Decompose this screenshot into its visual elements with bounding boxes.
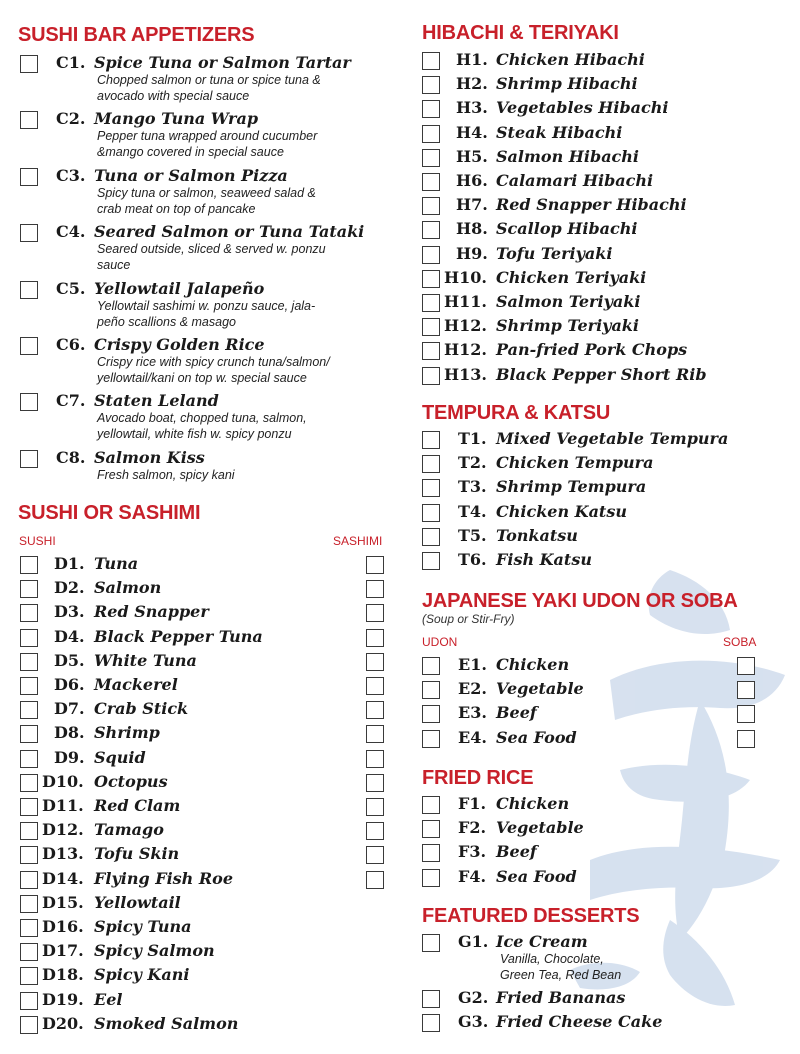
item-name: Vegetables Hibachi [496,98,669,118]
item-name: Steak Hibachi [496,122,623,142]
item-code: F1. [458,794,487,813]
item-code: T4. [458,501,487,521]
dessert-checkbox[interactable] [422,1014,440,1032]
sushi-checkbox[interactable] [20,919,38,937]
item-name: Spicy Kani [94,965,190,985]
item-code: C8. [56,447,86,467]
item-name: Spicy Tuna [94,917,192,936]
item-code: H7. [456,195,488,215]
sushi-checkbox[interactable] [20,967,38,985]
item-description: Vanilla, Chocolate, [500,952,604,966]
item-description: Spicy tuna or salmon, seaweed salad & [97,185,316,200]
item-code: H2. [456,74,488,94]
item-name: Smoked Salmon [94,1013,239,1033]
tempura-checkbox[interactable] [422,504,440,522]
hibachi-checkbox[interactable] [422,294,440,312]
hibachi-checkbox[interactable] [422,270,440,288]
sushi-checkbox[interactable] [20,774,38,792]
item-name: Mango Tuna Wrap [94,109,259,129]
item-name: Vegetable [496,679,584,699]
item-name: Mackerel [94,675,178,694]
item-code: G1. [458,932,489,951]
tempura-checkbox[interactable] [422,431,440,449]
sushi-checkbox[interactable] [20,1016,38,1034]
item-code: C4. [56,222,86,242]
udon-column-label: UDON [422,635,458,649]
tempura-checkbox[interactable] [422,552,440,570]
hibachi-checkbox[interactable] [422,125,440,143]
dessert-checkbox[interactable] [422,990,440,1008]
sashimi-column-label: SASHIMI [333,534,383,548]
item-code: D9. [54,747,85,767]
sushi-checkbox[interactable] [20,798,38,816]
item-description: Pepper tuna wrapped around cucumber [97,129,318,144]
item-name: Octopus [94,771,168,791]
tempura-checkbox[interactable] [422,528,440,546]
sushi-column-label: SUSHI [19,534,56,548]
appetizer-checkbox[interactable] [20,337,38,355]
item-code: H8. [456,219,488,239]
udon-checkbox[interactable] [422,657,440,675]
item-code: H5. [456,146,488,166]
item-name: Sea Food [496,727,577,747]
item-name: Shrimp Teriyaki [496,316,639,336]
item-code: D4. [54,626,85,646]
appetizer-checkbox[interactable] [20,281,38,299]
item-name: Salmon [94,578,162,598]
sashimi-checkbox[interactable] [366,556,384,574]
hibachi-checkbox[interactable] [422,367,440,385]
item-code: T2. [458,453,487,473]
appetizer-checkbox[interactable] [20,450,38,468]
item-description: &mango covered in special sauce [97,145,284,160]
item-code: C5. [56,278,86,298]
soba-checkbox[interactable] [737,681,755,699]
item-description: peño scallions & masago [97,314,236,329]
item-code: H11. [444,292,487,311]
item-description: Chopped salmon or tuna or spice tuna & [97,73,321,87]
item-code: H3. [456,98,488,118]
item-code: D18. [42,965,84,985]
fried-rice-checkbox[interactable] [422,869,440,887]
item-code: H6. [456,171,488,190]
fried-rice-checkbox[interactable] [422,796,440,814]
item-name: Tamago [94,820,164,840]
item-code: C2. [56,109,86,129]
item-code: C6. [56,335,86,354]
hibachi-checkbox[interactable] [422,173,440,191]
item-code: D1. [54,554,85,573]
section-title-tempura: TEMPURA & KATSU [422,402,611,424]
item-name: Spicy Salmon [94,941,215,961]
hibachi-checkbox[interactable] [422,318,440,336]
item-name: Black Pepper Tuna [94,626,263,646]
item-name: Tofu Teriyaki [496,243,613,263]
item-name: Beef [496,703,537,723]
item-name: Chicken Hibachi [496,50,645,69]
item-code: C7. [56,391,86,411]
item-code: C3. [56,165,86,185]
hibachi-checkbox[interactable] [422,52,440,70]
appetizer-checkbox[interactable] [20,168,38,186]
item-code: D19. [42,989,84,1009]
item-code: D11. [42,796,84,815]
hibachi-checkbox[interactable] [422,221,440,239]
hibachi-checkbox[interactable] [422,76,440,94]
sashimi-checkbox[interactable] [366,822,384,840]
item-name: Yellowtail [94,892,181,912]
sushi-checkbox[interactable] [20,725,38,743]
item-code: D5. [54,650,85,670]
sushi-checkbox[interactable] [20,822,38,840]
item-code: D14. [42,868,84,888]
item-code: H12. [444,340,487,360]
item-code: E2. [458,679,487,699]
item-code: F4. [458,866,487,886]
item-name: Chicken [496,655,570,674]
appetizer-checkbox[interactable] [20,224,38,242]
fried-rice-checkbox[interactable] [422,820,440,838]
section-title-appetizers: SUSHI BAR APPETIZERS [18,24,255,46]
sushi-checkbox[interactable] [20,871,38,889]
soba-checkbox[interactable] [737,730,755,748]
item-name: Vegetable [496,818,584,838]
item-name: Squid [94,747,146,767]
section-title-fried-rice: FRIED RICE [422,767,534,789]
item-code: C1. [56,53,86,72]
item-name: Crispy Golden Rice [94,335,265,354]
item-name: Salmon Teriyaki [496,292,641,311]
sushi-checkbox[interactable] [20,992,38,1010]
item-description: yellowtail/kani on top w. special sauce [97,371,307,385]
section-title-hibachi: HIBACHI & TERIYAKI [422,22,619,44]
item-description: Yellowtail sashimi w. ponzu sauce, jala- [97,298,316,313]
item-name: White Tuna [94,650,197,670]
sashimi-checkbox[interactable] [366,629,384,647]
item-name: Chicken Tempura [496,453,654,473]
sushi-checkbox[interactable] [20,604,38,622]
item-code: T6. [458,550,487,569]
item-name: Red Snapper [94,602,209,622]
item-name: Staten Leland [94,391,219,411]
item-description: crab meat on top of pancake [97,201,256,216]
item-name: Tuna or Salmon Pizza [94,165,288,185]
sushi-checkbox[interactable] [20,629,38,647]
item-code: E1. [458,655,487,674]
item-name: Chicken [496,794,570,813]
item-description: sauce [97,258,131,273]
sashimi-checkbox[interactable] [366,604,384,622]
item-code: G2. [458,988,489,1007]
item-name: Tuna [94,554,139,573]
fried-rice-checkbox[interactable] [422,844,440,862]
sashimi-checkbox[interactable] [366,677,384,695]
item-code: D3. [54,602,85,622]
item-code: H10. [444,267,487,287]
sashimi-checkbox[interactable] [366,701,384,719]
item-name: Beef [496,842,537,862]
sashimi-checkbox[interactable] [366,846,384,864]
item-name: Chicken Teriyaki [496,267,647,287]
hibachi-checkbox[interactable] [422,246,440,264]
sashimi-checkbox[interactable] [366,871,384,889]
item-name: Fried Bananas [496,988,626,1007]
sashimi-checkbox[interactable] [366,750,384,768]
section-title-udon: JAPANESE YAKI UDON OR SOBA [422,590,738,612]
udon-checkbox[interactable] [422,705,440,723]
item-name: Mixed Vegetable Tempura [496,429,729,448]
soba-column-label: SOBA [723,635,757,649]
item-code: E3. [458,703,487,723]
item-code: T1. [458,429,487,448]
sashimi-checkbox[interactable] [366,653,384,671]
item-name: Calamari Hibachi [496,171,654,190]
item-name: Pan-fried Pork Chops [496,340,688,360]
sushi-checkbox[interactable] [20,580,38,598]
sushi-checkbox[interactable] [20,653,38,671]
item-name: Sea Food [496,866,577,886]
hibachi-checkbox[interactable] [422,342,440,360]
sushi-checkbox[interactable] [20,895,38,913]
item-code: E4. [458,727,487,747]
item-code: D20. [42,1013,84,1033]
sushi-checkbox[interactable] [20,556,38,574]
item-name: Fish Katsu [496,550,592,569]
item-description: Avocado boat, chopped tuna, salmon, [97,411,307,426]
item-name: Salmon Kiss [94,447,205,467]
item-code: H1. [456,50,488,69]
tempura-checkbox[interactable] [422,455,440,473]
soba-checkbox[interactable] [737,657,755,675]
item-name: Yellowtail Jalapeño [94,278,265,298]
dessert-checkbox[interactable] [422,934,440,952]
hibachi-checkbox[interactable] [422,149,440,167]
item-name: Eel [94,989,123,1009]
item-code: H12. [444,316,487,336]
item-code: F2. [458,818,487,838]
item-code: D7. [54,699,85,719]
item-name: Salmon Hibachi [496,146,640,166]
appetizer-checkbox[interactable] [20,111,38,129]
item-name: Crab Stick [94,699,189,719]
item-name: Red Snapper Hibachi [496,195,687,215]
item-code: D6. [54,675,85,694]
item-name: Chicken Katsu [496,501,627,521]
soba-checkbox[interactable] [737,705,755,723]
item-code: F3. [458,842,487,862]
item-name: Tofu Skin [94,844,180,864]
item-code: H9. [456,243,488,263]
item-code: D17. [42,941,84,961]
sashimi-checkbox[interactable] [366,580,384,598]
sushi-checkbox[interactable] [20,701,38,719]
item-name: Scallop Hibachi [496,219,638,239]
hibachi-checkbox[interactable] [422,197,440,215]
item-code: D15. [42,892,84,912]
sushi-checkbox[interactable] [20,943,38,961]
item-code: D12. [42,820,84,840]
item-name: Ice Cream [496,932,588,951]
sushi-checkbox[interactable] [20,750,38,768]
item-description: Seared outside, sliced & served w. ponzu [97,242,326,257]
sashimi-checkbox[interactable] [366,725,384,743]
item-code: H13. [444,364,487,384]
item-description: Crispy rice with spicy crunch tuna/salmon/ [97,355,330,369]
hibachi-checkbox[interactable] [422,100,440,118]
udon-checkbox[interactable] [422,730,440,748]
item-description: yellowtail, white fish w. spicy ponzu [97,427,292,442]
item-code: D2. [54,578,85,598]
item-code: D16. [42,917,84,936]
item-name: Flying Fish Roe [94,868,233,888]
item-code: D10. [42,771,84,791]
sashimi-checkbox[interactable] [366,774,384,792]
sushi-checkbox[interactable] [20,677,38,695]
item-name: Shrimp Tempura [496,477,647,497]
item-code: T5. [458,525,487,545]
item-code: D13. [42,844,84,864]
sashimi-checkbox[interactable] [366,798,384,816]
udon-note: (Soup or Stir-Fry) [422,612,515,626]
appetizer-checkbox[interactable] [20,55,38,73]
item-name: Shrimp [94,723,160,743]
item-description: Green Tea, Red Bean [500,968,622,982]
item-name: Black Pepper Short Rib [496,364,707,384]
udon-checkbox[interactable] [422,681,440,699]
item-name: Seared Salmon or Tuna Tataki [94,222,365,242]
item-name: Fried Cheese Cake [496,1012,663,1031]
item-name: Spice Tuna or Salmon Tartar [94,53,351,72]
tempura-checkbox[interactable] [422,479,440,497]
item-name: Shrimp Hibachi [496,74,638,94]
section-title-sushi: SUSHI OR SASHIMI [18,502,201,524]
item-description: avocado with special sauce [97,89,250,103]
section-title-desserts: FEATURED DESSERTS [422,905,640,927]
appetizer-checkbox[interactable] [20,393,38,411]
item-description: Fresh salmon, spicy kani [97,467,235,482]
item-name: Tonkatsu [496,525,578,545]
item-code: D8. [54,723,85,743]
item-code: T3. [458,477,487,497]
item-name: Red Clam [94,796,181,815]
item-code: G3. [458,1012,489,1031]
item-code: H4. [456,122,488,142]
sushi-checkbox[interactable] [20,846,38,864]
